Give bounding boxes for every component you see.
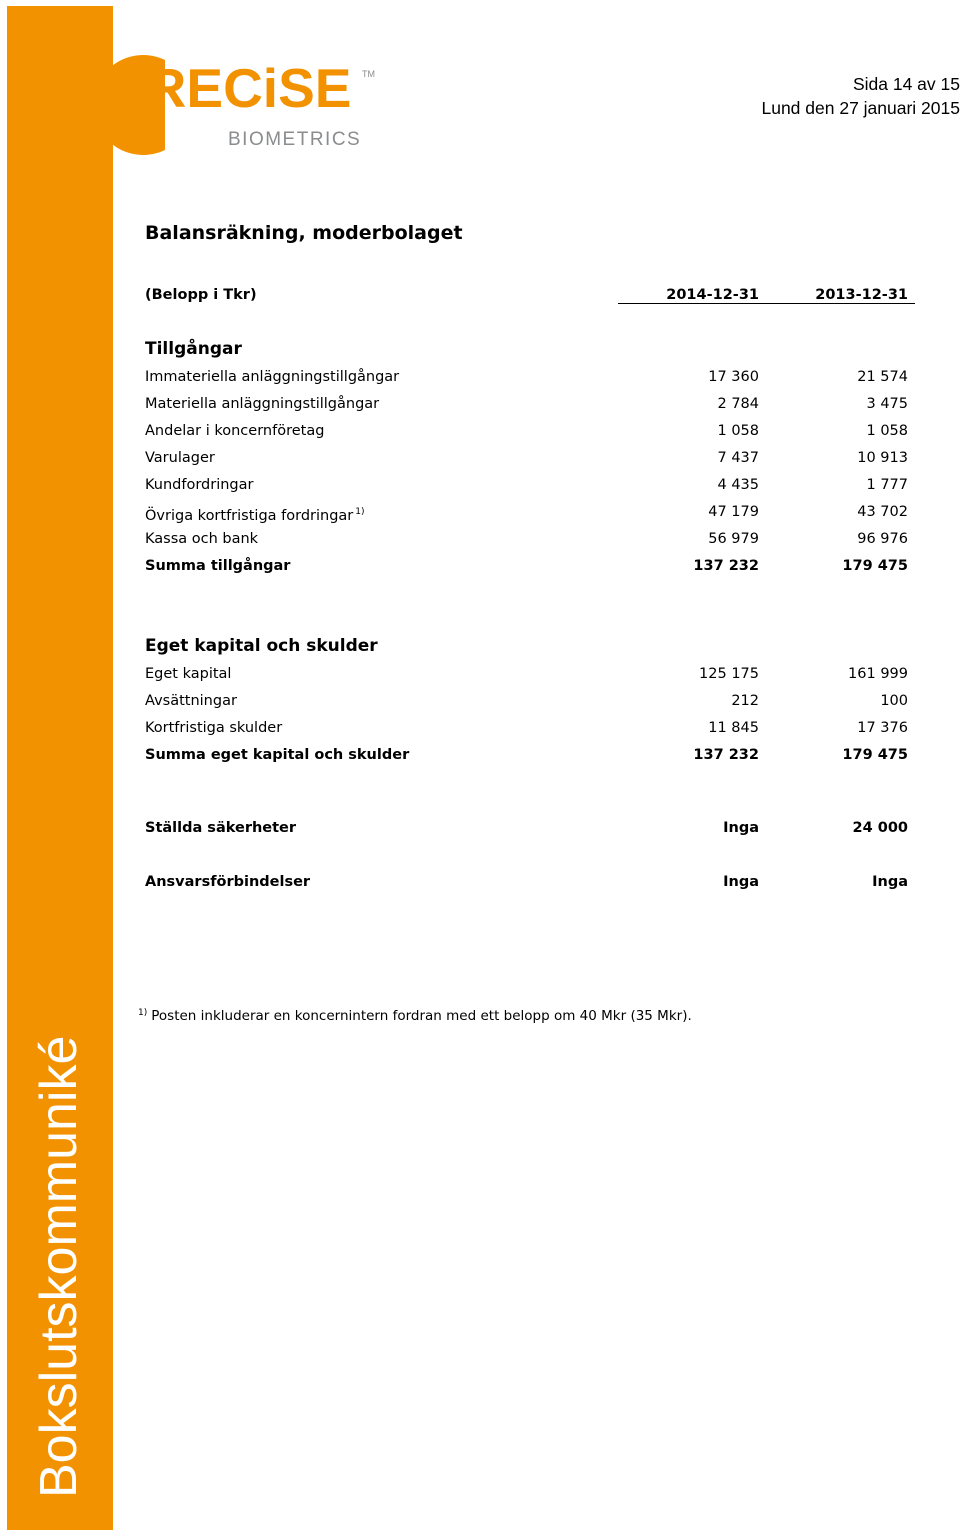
row-label: Andelar i koncernföretag (145, 423, 325, 439)
footnote-mark: 1) (138, 1008, 148, 1018)
row-label: Ställda säkerheter (145, 820, 297, 836)
value-2014: 47 179 (708, 504, 759, 520)
table-row (145, 393, 910, 415)
value-2014: 7 437 (717, 450, 759, 466)
table-row (145, 501, 910, 523)
footnote (138, 1008, 692, 1024)
row-label: Kundfordringar (145, 477, 254, 493)
logo-trademark: TM (362, 69, 375, 79)
table-row (145, 366, 910, 388)
value-2014: Inga (723, 874, 759, 890)
value-2014: 11 845 (708, 720, 759, 736)
total-label: Summa eget kapital och skulder (145, 747, 410, 763)
value-2013: Inga (872, 874, 908, 890)
total-2013: 179 475 (842, 558, 908, 574)
row-label: Immateriella anläggningstillgångar (145, 369, 400, 385)
table-row (145, 447, 910, 469)
value-2013: 1 058 (866, 423, 908, 439)
row-label (145, 501, 365, 527)
row-label: Materiella anläggningstillgångar (145, 396, 380, 412)
total-row (145, 744, 910, 766)
precise-biometrics-logo (70, 55, 390, 155)
table-row (145, 474, 910, 496)
header-divider (618, 303, 915, 304)
value-2014: 56 979 (708, 531, 759, 547)
total-2014: 137 232 (693, 558, 759, 574)
value-2013: 24 000 (852, 820, 908, 836)
pledged-assets-row (145, 817, 910, 839)
value-2014: 17 360 (708, 369, 759, 385)
value-2013: 17 376 (857, 720, 908, 736)
logo-wordmark: PRECiSE (110, 57, 352, 119)
equity-heading: Eget kapital och skulder (145, 636, 378, 656)
value-2014: 212 (731, 693, 759, 709)
total-label: Summa tillgångar (145, 558, 291, 574)
footnote-text: Posten inkluderar en koncernintern fordran med ett belopp om 40 Mkr (35 Mkr). (151, 1008, 692, 1024)
amount-unit-label: (Belopp i Tkr) (145, 287, 257, 303)
contingent-liabilities-row (145, 871, 910, 893)
value-2013: 3 475 (866, 396, 908, 412)
table-row (145, 663, 910, 685)
value-2014: 1 058 (717, 423, 759, 439)
logo-subtitle: BIOMETRICS (228, 129, 362, 150)
table-row (145, 420, 910, 442)
page-title: Balansräkning, moderbolaget (145, 222, 463, 244)
footnote-ref: 1) (355, 507, 365, 517)
column-header-2014: 2014-12-31 (666, 287, 759, 303)
row-label: Eget kapital (145, 666, 232, 682)
row-label: Varulager (145, 450, 215, 466)
table-row (145, 528, 910, 550)
table-row (145, 717, 910, 739)
table-row (145, 690, 910, 712)
row-label-text: Övriga kortfristiga fordringar (145, 508, 354, 524)
row-label: Kassa och bank (145, 531, 259, 547)
total-2014: 137 232 (693, 747, 759, 763)
row-label: Kortfristiga skulder (145, 720, 283, 736)
value-2013: 43 702 (857, 504, 908, 520)
total-row (145, 555, 910, 577)
document-date: Lund den 27 januari 2015 (761, 98, 960, 118)
value-2014: Inga (723, 820, 759, 836)
row-label: Avsättningar (145, 693, 237, 709)
value-2013: 96 976 (857, 531, 908, 547)
value-2014: 125 175 (699, 666, 759, 682)
column-header-2013: 2013-12-31 (815, 287, 908, 303)
row-label: Ansvarsförbindelser (145, 874, 311, 890)
value-2014: 2 784 (717, 396, 759, 412)
value-2013: 161 999 (848, 666, 908, 682)
value-2013: 1 777 (866, 477, 908, 493)
value-2013: 21 574 (857, 369, 908, 385)
value-2013: 10 913 (857, 450, 908, 466)
value-2013: 100 (880, 693, 908, 709)
page-number: Sida 14 av 15 (852, 74, 960, 94)
sidebar-label: Bokslutskommuniké (30, 1035, 88, 1498)
total-2013: 179 475 (842, 747, 908, 763)
value-2014: 4 435 (717, 477, 759, 493)
page-info (761, 72, 960, 120)
assets-heading: Tillgångar (145, 339, 242, 359)
